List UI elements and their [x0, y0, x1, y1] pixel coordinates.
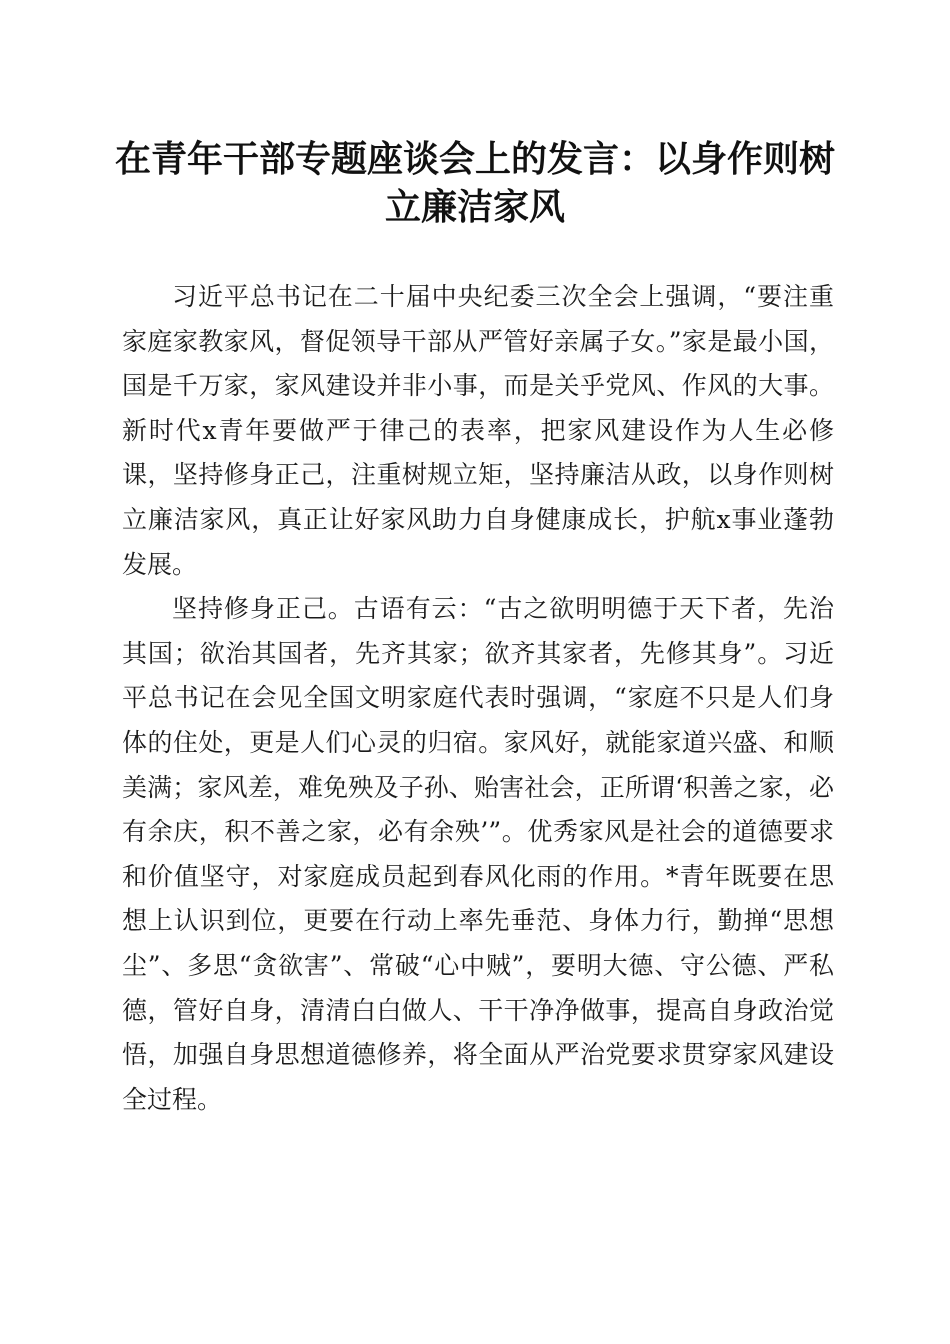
document-title: 在青年干部专题座谈会上的发言：以身作则树立廉洁家风 [114, 138, 835, 228]
document-body [122, 275, 834, 1122]
paragraph-self-cultivation: 坚持修身正己。古语有云：“古之欲明明德于天下者，先治其国；欲治其国者，先齐其家；欲齐其家者，先修其身”。习近平总书记在会见全国文明家庭代表时强调，“家庭不只是人们身体的住处，更是人们心灵的归宿。家风好，就能家道兴盛、和顺美满；家风差，难免殃及子孙、贻害社会，正所谓‘积善之家，必有余庆，积不善之家，必有余殃’”。优秀家风是社会的道德要求和价值坚守，对家庭成员起到春风化雨的作用。*青年既要在思想上认识到位，更要在行动上率先垂范、身体力行，勤掸“思想尘”、多思“贪欲害”、常破“心中贼”，要明大德、守公德、严私德，管好自身，清清白白做人、干干净净做事，提高自身政治觉悟，加强自身思想道德修养，将全面从严治党要求贯穿家风建设全过程。 [122, 594, 834, 1114]
paragraph-intro: 习近平总书记在二十届中央纪委三次全会上强调，“要注重家庭家教家风，督促领导干部从严管好亲属子女。”家是最小国，国是千万家，家风建设并非小事，而是关乎党风、作风的大事。新时代x青年要做严于律己的表率，把家风建设作为人生必修课，坚持修身正己，注重树规立矩，坚持廉洁从政，以身作则树立廉洁家风，真正让好家风助力自身健康成长，护航x事业蓬勃发展。 [122, 282, 834, 579]
